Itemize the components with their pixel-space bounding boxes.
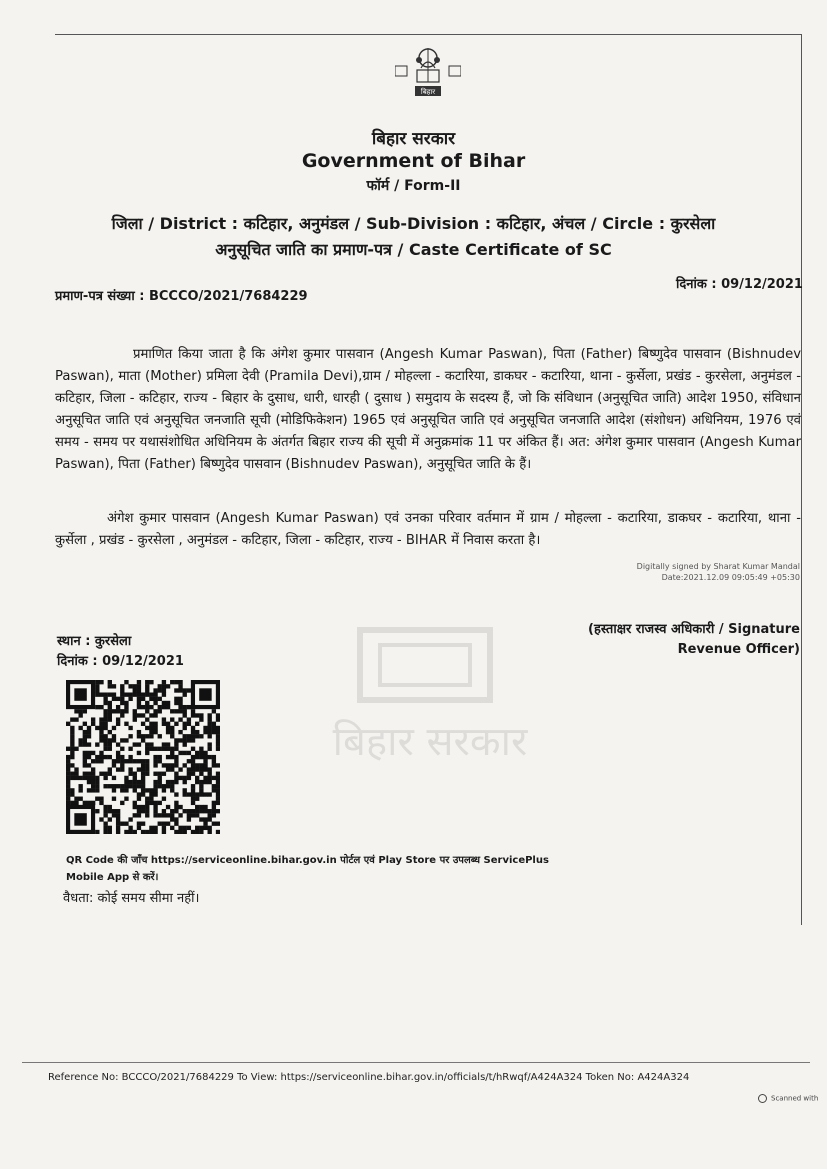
scanned-with-label: Scanned with xyxy=(771,1094,819,1103)
issue-date: दिनांक : 09/12/2021 xyxy=(676,277,803,292)
svg-text:बिहार: बिहार xyxy=(420,88,436,96)
place: स्थान : कुरसेला xyxy=(57,634,132,649)
header-form: फॉर्म / Form-II xyxy=(366,178,461,194)
digital-signature-signer: Digitally signed by Sharat Kumar Mandal xyxy=(636,562,800,571)
place-date-block xyxy=(57,632,184,672)
watermark-emblem xyxy=(310,560,550,770)
residence-paragraph: अंगेश कुमार पासवान (Angesh Kumar Paswan) एवं उनका परिवार वर्तमान में ग्राम / मोहल्ला - कटारिया, डाकघर - कटारिया, थाना - कुर्सेला , प्रखंड - कुरसेला , अनुमंडल - कटिहार, जिला - कटिहार, राज्य - BIHAR में निवास करता है। xyxy=(55,511,801,548)
certificate-number: प्रमाण-पत्र संख्या : BCCCO/2021/7684229 xyxy=(55,289,308,304)
header-certificate-type: अनुसूचित जाति का प्रमाण-पत्र / Caste Certificate of SC xyxy=(215,240,612,259)
digital-signature xyxy=(600,561,800,583)
footer-divider xyxy=(22,1062,810,1063)
header-government: Government of Bihar xyxy=(301,150,526,172)
scanner-icon xyxy=(758,1094,767,1103)
signature-block xyxy=(520,620,800,660)
footer-reference: Reference No: BCCCO/2021/7684229 To View: https://serviceonline.bihar.gov.in/officials/t/hRwqf/A424A324 Token No: A424A324 xyxy=(48,1072,690,1083)
digital-signature-date: Date:2021.12.09 09:05:49 +05:30 xyxy=(661,573,800,582)
qr-code-icon xyxy=(66,680,220,834)
qr-note-line1: QR Code की जाँच https://serviceonline.bihar.gov.in पोर्टल एवं Play Store पर उपलब्ध ServicePlus xyxy=(66,855,549,866)
qr-verification-note xyxy=(66,852,586,886)
header-state-hindi: बिहार सरकार xyxy=(371,129,456,149)
validity: वैधता: कोई समय सीमा नहीं। xyxy=(63,891,200,906)
header-district: जिला / District : कटिहार, अनुमंडल / Sub-Division : कटिहार, अंचल / Circle : कुरसेला xyxy=(111,214,716,233)
signature-line1: (हस्ताक्षर राजस्व अधिकारी / Signature xyxy=(588,622,800,637)
qr-note-line2: Mobile App से करें। xyxy=(66,872,159,883)
certification-paragraph: प्रमाणित किया जाता है कि अंगेश कुमार पासवान (Angesh Kumar Paswan), पिता (Father) बिष्णुदेव पासवान (Bishnudev Paswan), माता (Mother) प्रमिला देवी (Pramila Devi),ग्राम / मोहल्ला - कटारिया, डाकघर - कटारिया, थाना - कुर्सेला, प्रखंड - कुरसेला, अनुमंडल - कटिहार, जिला - कटिहार, राज्य - बिहार के दुसाध, धारी, धारही ( दुसाध ) समुदाय के सदस्य हैं, जो कि संविधान (अनुसूचित जाति) आदेश 1950, संविधान अनुसूचित जाति एवं अनुसूचित जनजाति सूची (मोडिफिकेशन) 1965 एवं अनुसूचित जाति एवं अनुसूचित जनजाति आदेश (संशोधन) अधिनियम, 1976 एवं समय - समय पर यथासंशोधित अधिनियम के अंतर्गत बिहार राज्य की सूची में अनुक्रमांक 11 पर अंकित हैं। अत: अंगेश कुमार पासवान (Angesh Kumar Paswan), पिता (Father) बिष्णुदेव पासवान (Bishnudev Paswan), अनुसूचित जाति के हैं। xyxy=(55,347,801,472)
bihar-emblem-icon xyxy=(395,44,461,104)
signature-line2: Revenue Officer) xyxy=(677,642,800,657)
scanned-with-mark xyxy=(758,1094,818,1103)
bottom-date: दिनांक : 09/12/2021 xyxy=(57,654,184,669)
svg-text:बिहार सरकार: बिहार सरकार xyxy=(332,719,528,765)
